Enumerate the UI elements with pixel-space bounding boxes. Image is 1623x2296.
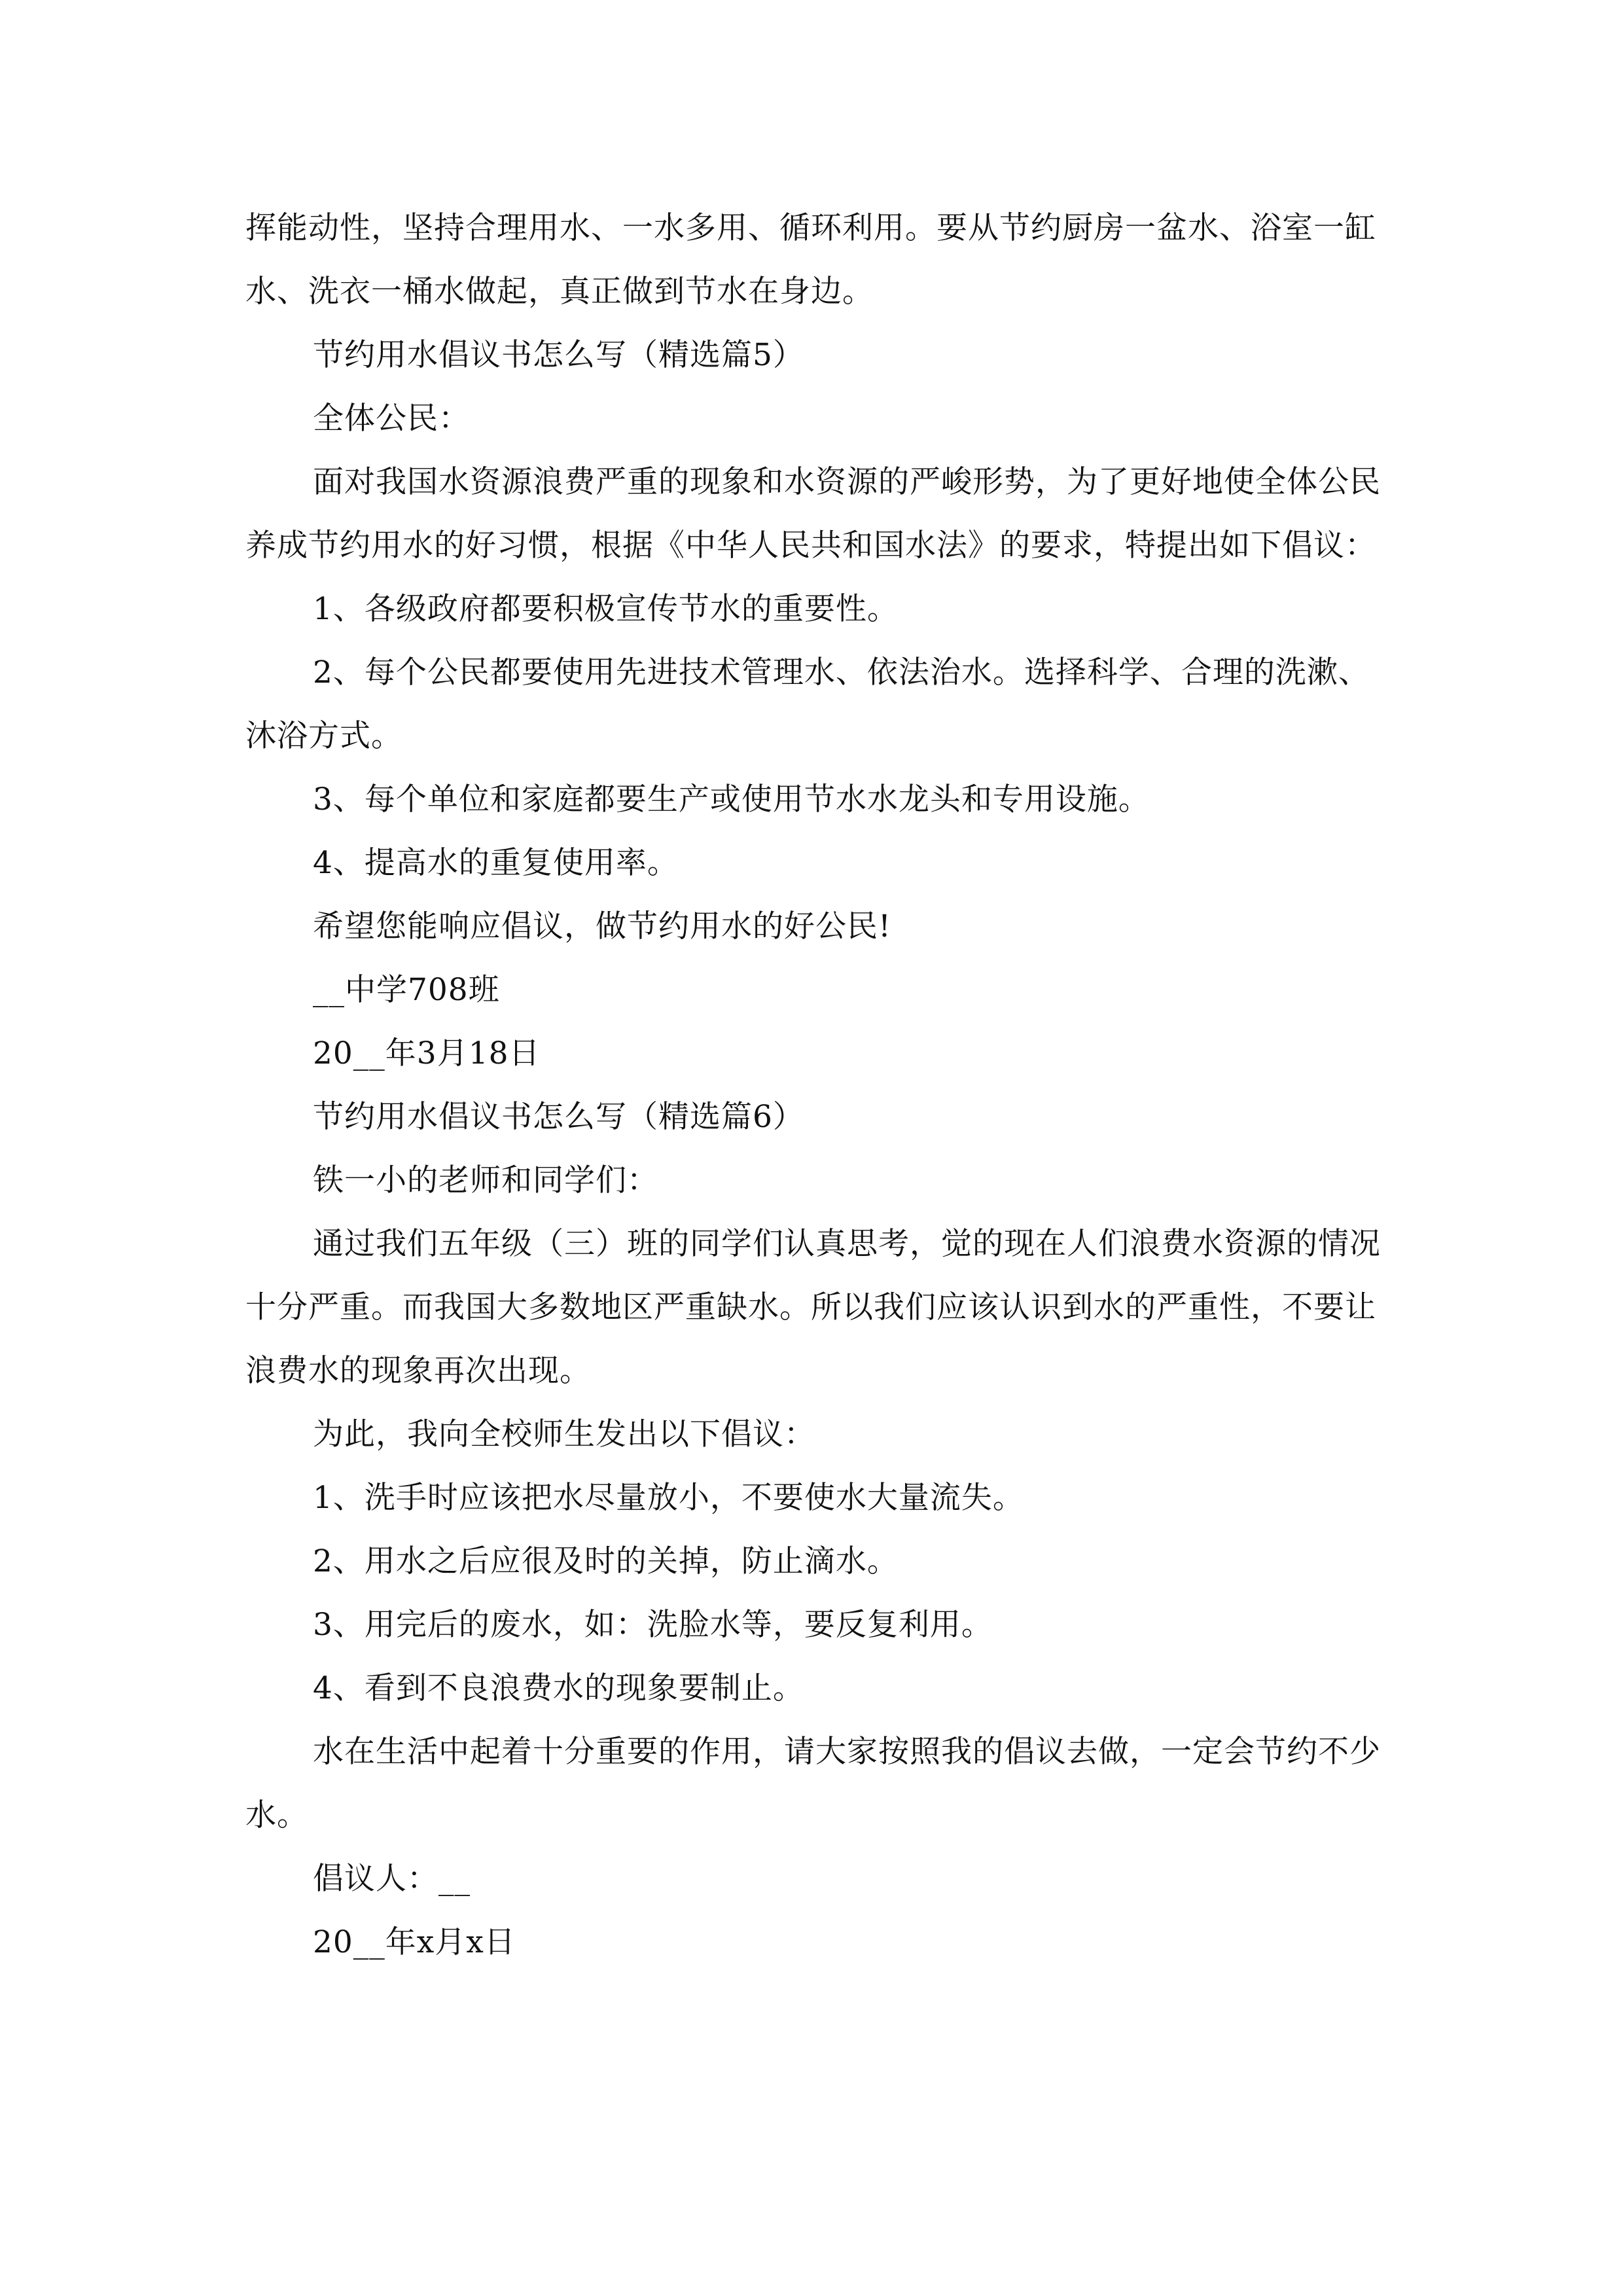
paragraph-lead: 为此，我向全校师生发出以下倡议：	[313, 1416, 815, 1452]
list-item: 2、每个公民都要使用先进技术管理水、依法治水。选择科学、合理的洗漱、沐浴方式。	[245, 655, 1370, 754]
document-body	[245, 196, 1387, 1974]
section-title-5: 节约用水倡议书怎么写（精选篇5）	[313, 337, 804, 373]
list-item: 4、看到不良浪费水的现象要制止。	[313, 1670, 804, 1706]
paragraph-closing: 希望您能响应倡议，做节约用水的好公民!	[313, 908, 891, 944]
salutation: 全体公民：	[313, 401, 470, 437]
date: 20__年3月18日	[313, 1035, 541, 1071]
salutation: 铁一小的老师和同学们：	[313, 1162, 658, 1198]
signature: __中学708班	[313, 972, 500, 1008]
list-item: 2、用水之后应很及时的关掉，防止滴水。	[313, 1543, 899, 1579]
paragraph-continuation: 挥能动性，坚持合理用水、一水多用、循环利用。要从节约厨房一盆水、浴室一缸水、洗衣一桶水做起，真正做到节水在身边。	[245, 210, 1376, 310]
paragraph-closing: 水在生活中起着十分重要的作用，请大家按照我的倡议去做，一定会节约不少水。	[245, 1734, 1381, 1833]
list-item: 1、各级政府都要积极宣传节水的重要性。	[313, 591, 899, 627]
paragraph-intro: 通过我们五年级（三）班的同学们认真思考，觉的现在人们浪费水资源的情况十分严重。而我国大多数地区严重缺水。所以我们应该认识到水的严重性，不要让浪费水的现象再次出现。	[245, 1226, 1381, 1389]
date: 20__年x月x日	[313, 1924, 516, 1960]
paragraph-intro: 面对我国水资源浪费严重的现象和水资源的严峻形势，为了更好地使全体公民养成节约用水的好习惯，根据《中华人民共和国水法》的要求，特提出如下倡议：	[245, 464, 1381, 564]
list-item: 3、用完后的废水，如：洗脸水等，要反复利用。	[313, 1607, 993, 1643]
section-title-6: 节约用水倡议书怎么写（精选篇6）	[313, 1099, 804, 1135]
list-item: 1、洗手时应该把水尽量放小，不要使水大量流失。	[313, 1480, 1024, 1516]
list-item: 4、提高水的重复使用率。	[313, 845, 679, 881]
list-item: 3、每个单位和家庭都要生产或使用节水水龙头和专用设施。	[313, 781, 1150, 817]
signature: 倡议人：__	[313, 1861, 471, 1897]
